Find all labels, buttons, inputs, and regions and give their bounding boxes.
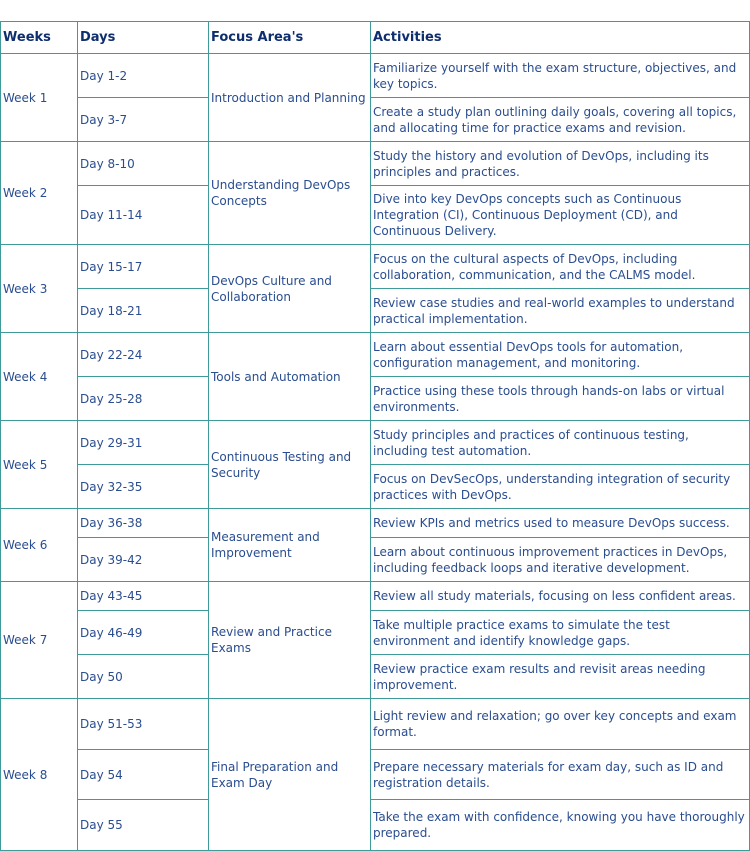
day-cell: Day 1-2: [78, 54, 209, 98]
header-days: Days: [78, 22, 209, 54]
focus-area-cell: DevOps Culture and Collaboration: [209, 245, 371, 333]
table-row: [1, 245, 750, 289]
table-row: [1, 538, 750, 582]
activity-cell: Focus on DevSecOps, understanding integration of security practices with DevOps.: [371, 465, 750, 509]
activity-cell: Focus on the cultural aspects of DevOps, including collaboration, communication, and the CALMS model.: [371, 245, 750, 289]
table-row: [1, 699, 750, 750]
focus-area-cell: Review and Practice Exams: [209, 582, 371, 699]
day-cell: Day 11-14: [78, 186, 209, 245]
study-plan-table: [0, 21, 750, 851]
table-row: [1, 655, 750, 699]
day-cell: Day 36-38: [78, 509, 209, 538]
activity-cell: Practice using these tools through hands-on labs or virtual environments.: [371, 377, 750, 421]
activity-cell: Learn about continuous improvement practices in DevOps, including feedback loops and iterative development.: [371, 538, 750, 582]
header-activities: Activities: [371, 22, 750, 54]
focus-area-cell: Understanding DevOps Concepts: [209, 142, 371, 245]
activity-cell: Review KPIs and metrics used to measure DevOps success.: [371, 509, 750, 538]
focus-area-cell: Tools and Automation: [209, 333, 371, 421]
day-cell: Day 15-17: [78, 245, 209, 289]
day-cell: Day 8-10: [78, 142, 209, 186]
day-cell: Day 46-49: [78, 611, 209, 655]
day-cell: Day 50: [78, 655, 209, 699]
table-row: [1, 509, 750, 538]
activity-cell: Review case studies and real-world examples to understand practical implementation.: [371, 289, 750, 333]
activity-cell: Learn about essential DevOps tools for automation, configuration management, and monitoring.: [371, 333, 750, 377]
header-weeks: Weeks: [1, 22, 78, 54]
table-row: [1, 611, 750, 655]
week-cell: Week 2: [1, 142, 78, 245]
activity-cell: Review all study materials, focusing on less confident areas.: [371, 582, 750, 611]
activity-cell: Light review and relaxation; go over key concepts and exam format.: [371, 699, 750, 750]
activity-cell: Study the history and evolution of DevOps, including its principles and practices.: [371, 142, 750, 186]
table-row: [1, 289, 750, 333]
focus-area-cell: Measurement and Improvement: [209, 509, 371, 582]
activity-cell: Familiarize yourself with the exam structure, objectives, and key topics.: [371, 54, 750, 98]
table-row: [1, 333, 750, 377]
day-cell: Day 51-53: [78, 699, 209, 750]
week-cell: Week 3: [1, 245, 78, 333]
table-row: [1, 54, 750, 98]
table-row: [1, 800, 750, 851]
focus-area-cell: Introduction and Planning: [209, 54, 371, 142]
table-row: [1, 377, 750, 421]
week-cell: Week 5: [1, 421, 78, 509]
table-row: [1, 186, 750, 245]
table-row: [1, 465, 750, 509]
table-row: [1, 142, 750, 186]
week-cell: Week 1: [1, 54, 78, 142]
activity-cell: Take multiple practice exams to simulate the test environment and identify knowledge gaps.: [371, 611, 750, 655]
activity-cell: Create a study plan outlining daily goals, covering all topics, and allocating time for practice exams and revision.: [371, 98, 750, 142]
activity-cell: Prepare necessary materials for exam day, such as ID and registration details.: [371, 750, 750, 800]
day-cell: Day 3-7: [78, 98, 209, 142]
activity-cell: Study principles and practices of continuous testing, including test automation.: [371, 421, 750, 465]
day-cell: Day 25-28: [78, 377, 209, 421]
table-row: [1, 582, 750, 611]
day-cell: Day 54: [78, 750, 209, 800]
day-cell: Day 18-21: [78, 289, 209, 333]
day-cell: Day 22-24: [78, 333, 209, 377]
focus-area-cell: Final Preparation and Exam Day: [209, 699, 371, 851]
activity-cell: Dive into key DevOps concepts such as Continuous Integration (CI), Continuous Deployment (CD), and Continuous Delivery.: [371, 186, 750, 245]
table-header-row: [1, 22, 750, 54]
activity-cell: Take the exam with confidence, knowing you have thoroughly prepared.: [371, 800, 750, 851]
header-focus-area: Focus Area's: [209, 22, 371, 54]
week-cell: Week 4: [1, 333, 78, 421]
table-body: [1, 54, 750, 851]
table-row: [1, 421, 750, 465]
day-cell: Day 55: [78, 800, 209, 851]
day-cell: Day 32-35: [78, 465, 209, 509]
table-row: [1, 750, 750, 800]
day-cell: Day 39-42: [78, 538, 209, 582]
day-cell: Day 43-45: [78, 582, 209, 611]
week-cell: Week 8: [1, 699, 78, 851]
table-row: [1, 98, 750, 142]
week-cell: Week 7: [1, 582, 78, 699]
activity-cell: Review practice exam results and revisit areas needing improvement.: [371, 655, 750, 699]
week-cell: Week 6: [1, 509, 78, 582]
day-cell: Day 29-31: [78, 421, 209, 465]
focus-area-cell: Continuous Testing and Security: [209, 421, 371, 509]
